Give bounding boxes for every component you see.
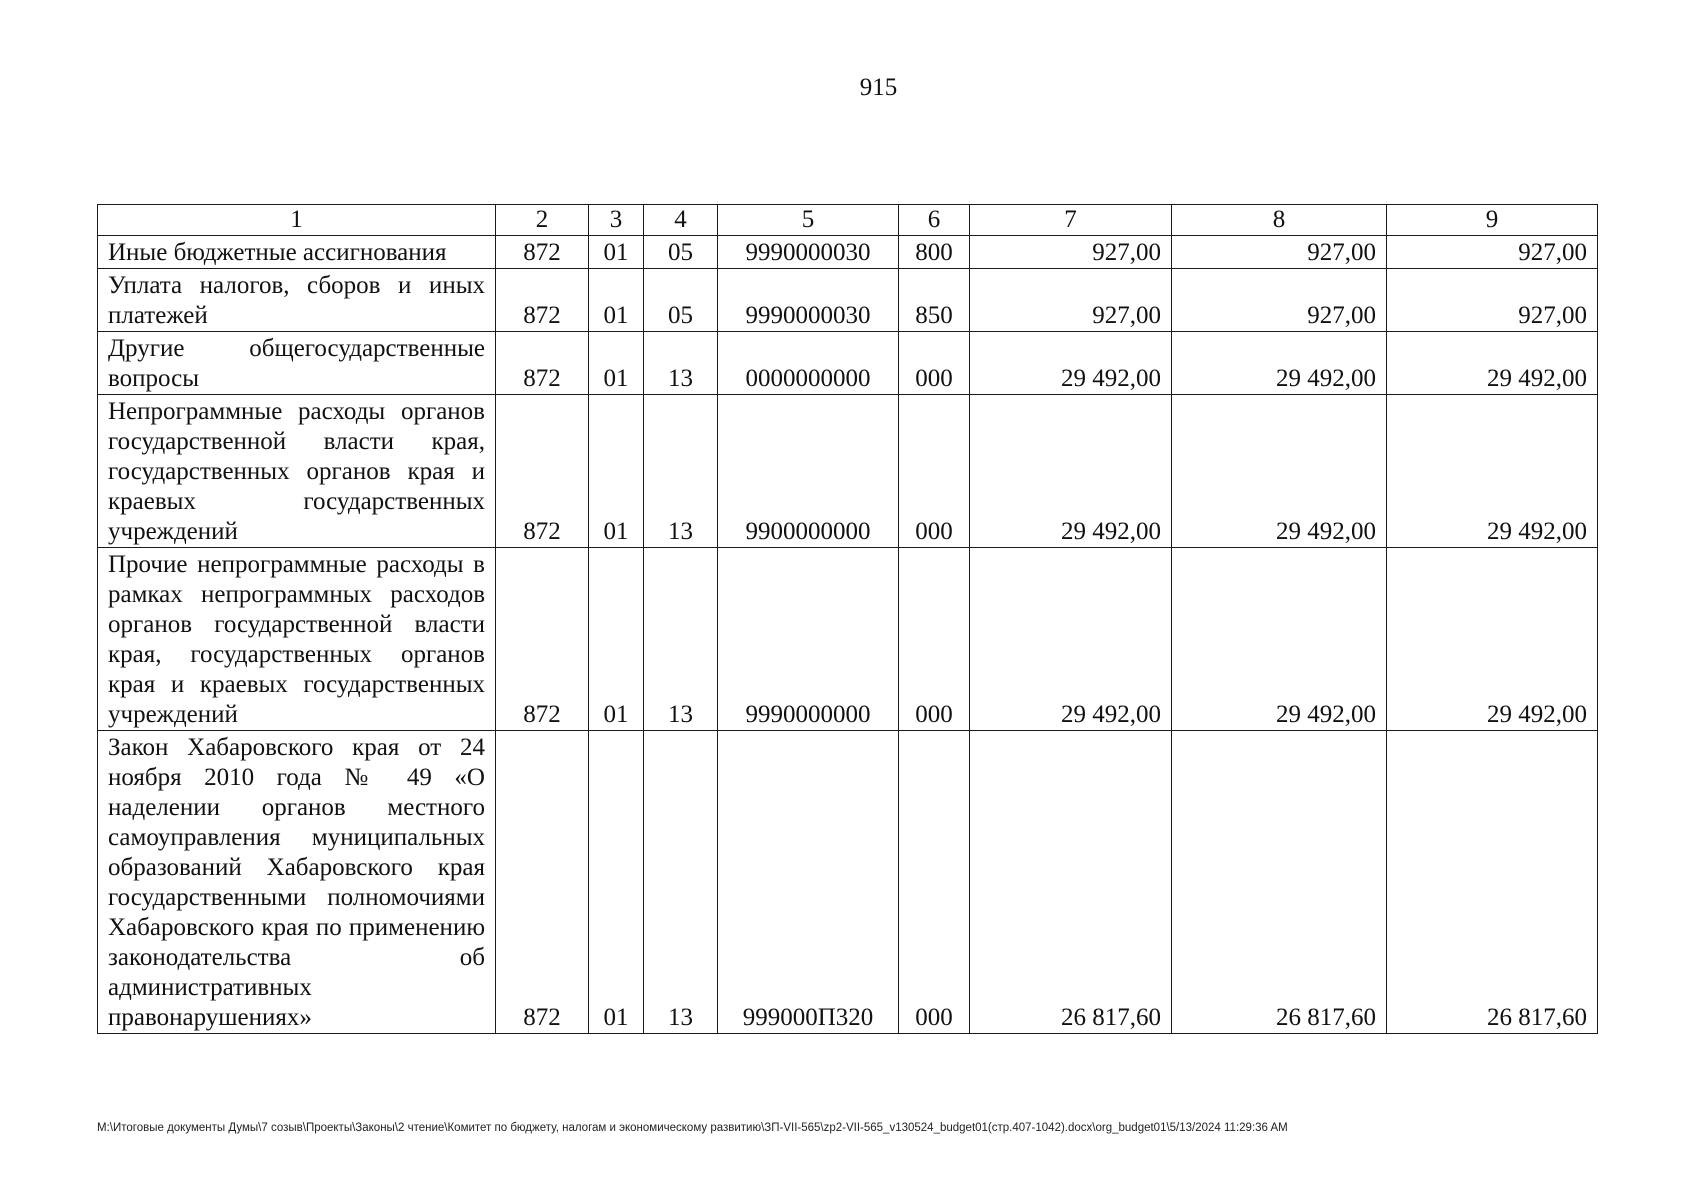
amount-col-9: 927,00 (1387, 269, 1598, 332)
ved-code: 872 (496, 269, 589, 332)
ved-code: 872 (496, 236, 589, 269)
subsection-code: 13 (644, 731, 718, 1034)
amount-col-7: 927,00 (970, 236, 1172, 269)
amount-col-7: 26 817,60 (970, 731, 1172, 1034)
row-name: Непрограммные расходы органов государственной власти края, государственных органов края и краевых государственных учреждений (98, 395, 496, 548)
table-row (98, 236, 1598, 269)
column-number: 9 (1387, 205, 1598, 236)
section-code: 01 (589, 548, 644, 731)
column-number: 2 (496, 205, 589, 236)
row-name: Закон Хабаровского края от 24 ноября 2010 года № 49 «О наделении органов местного самоуправления муниципальных образований Хабаровского края государственными полномочиями Хабаровского края по применению законодательства об административных правонарушениях» (98, 731, 496, 1034)
ved-code: 872 (496, 731, 589, 1034)
column-number: 6 (899, 205, 970, 236)
expense-type-code: 800 (899, 236, 970, 269)
column-number: 5 (718, 205, 899, 236)
subsection-code: 05 (644, 236, 718, 269)
column-number: 4 (644, 205, 718, 236)
budget-table (97, 204, 1598, 1034)
target-article-code: 9990000000 (718, 548, 899, 731)
amount-col-9: 29 492,00 (1387, 332, 1598, 395)
target-article-code: 999000П320 (718, 731, 899, 1034)
section-code: 01 (589, 269, 644, 332)
amount-col-8: 29 492,00 (1172, 548, 1387, 731)
subsection-code: 13 (644, 332, 718, 395)
column-number: 1 (98, 205, 496, 236)
subsection-code: 05 (644, 269, 718, 332)
target-article-code: 9900000000 (718, 395, 899, 548)
table-row (98, 269, 1598, 332)
table-row (98, 332, 1598, 395)
section-code: 01 (589, 332, 644, 395)
amount-col-7: 29 492,00 (970, 395, 1172, 548)
page-number: 915 (859, 74, 898, 101)
amount-col-8: 927,00 (1172, 236, 1387, 269)
ved-code: 872 (496, 395, 589, 548)
amount-col-9: 29 492,00 (1387, 548, 1598, 731)
ved-code: 872 (496, 548, 589, 731)
expense-type-code: 850 (899, 269, 970, 332)
amount-col-7: 29 492,00 (970, 548, 1172, 731)
subsection-code: 13 (644, 395, 718, 548)
target-article-code: 9990000030 (718, 269, 899, 332)
amount-col-8: 927,00 (1172, 269, 1387, 332)
row-name: Прочие непрограммные расходы в рамках непрограммных расходов органов государственной власти края, государственных органов края и краевых государственных учреждений (98, 548, 496, 731)
target-article-code: 9990000030 (718, 236, 899, 269)
subsection-code: 13 (644, 548, 718, 731)
amount-col-9: 927,00 (1387, 236, 1598, 269)
expense-type-code: 000 (899, 332, 970, 395)
expense-type-code: 000 (899, 731, 970, 1034)
amount-col-7: 29 492,00 (970, 332, 1172, 395)
column-number: 3 (589, 205, 644, 236)
section-code: 01 (589, 236, 644, 269)
row-name: Иные бюджетные ассигнования (98, 236, 496, 269)
section-code: 01 (589, 395, 644, 548)
amount-col-8: 26 817,60 (1172, 731, 1387, 1034)
amount-col-9: 29 492,00 (1387, 395, 1598, 548)
row-name: Уплата налогов, сборов и иных платежей (98, 269, 496, 332)
column-number: 7 (970, 205, 1172, 236)
column-number-row (98, 205, 1598, 236)
ved-code: 872 (496, 332, 589, 395)
expense-type-code: 000 (899, 395, 970, 548)
table-row (98, 548, 1598, 731)
amount-col-8: 29 492,00 (1172, 332, 1387, 395)
table-row (98, 395, 1598, 548)
expense-type-code: 000 (899, 548, 970, 731)
row-name: Другие общегосударственные вопросы (98, 332, 496, 395)
section-code: 01 (589, 731, 644, 1034)
amount-col-9: 26 817,60 (1387, 731, 1598, 1034)
amount-col-8: 29 492,00 (1172, 395, 1387, 548)
amount-col-7: 927,00 (970, 269, 1172, 332)
document-path-footer: M:\Итоговые документы Думы\7 созыв\Проекты\Законы\2 чтение\Комитет по бюджету, налогам и экономическому развитию\ЗП-VII-565\zp2-VII-565_v130524_budget01(стр.407-1042).docx\org_budget01\5/13/2024 11:29:36 AM (97, 1122, 1288, 1134)
column-number: 8 (1172, 205, 1387, 236)
table-row (98, 731, 1598, 1034)
target-article-code: 0000000000 (718, 332, 899, 395)
